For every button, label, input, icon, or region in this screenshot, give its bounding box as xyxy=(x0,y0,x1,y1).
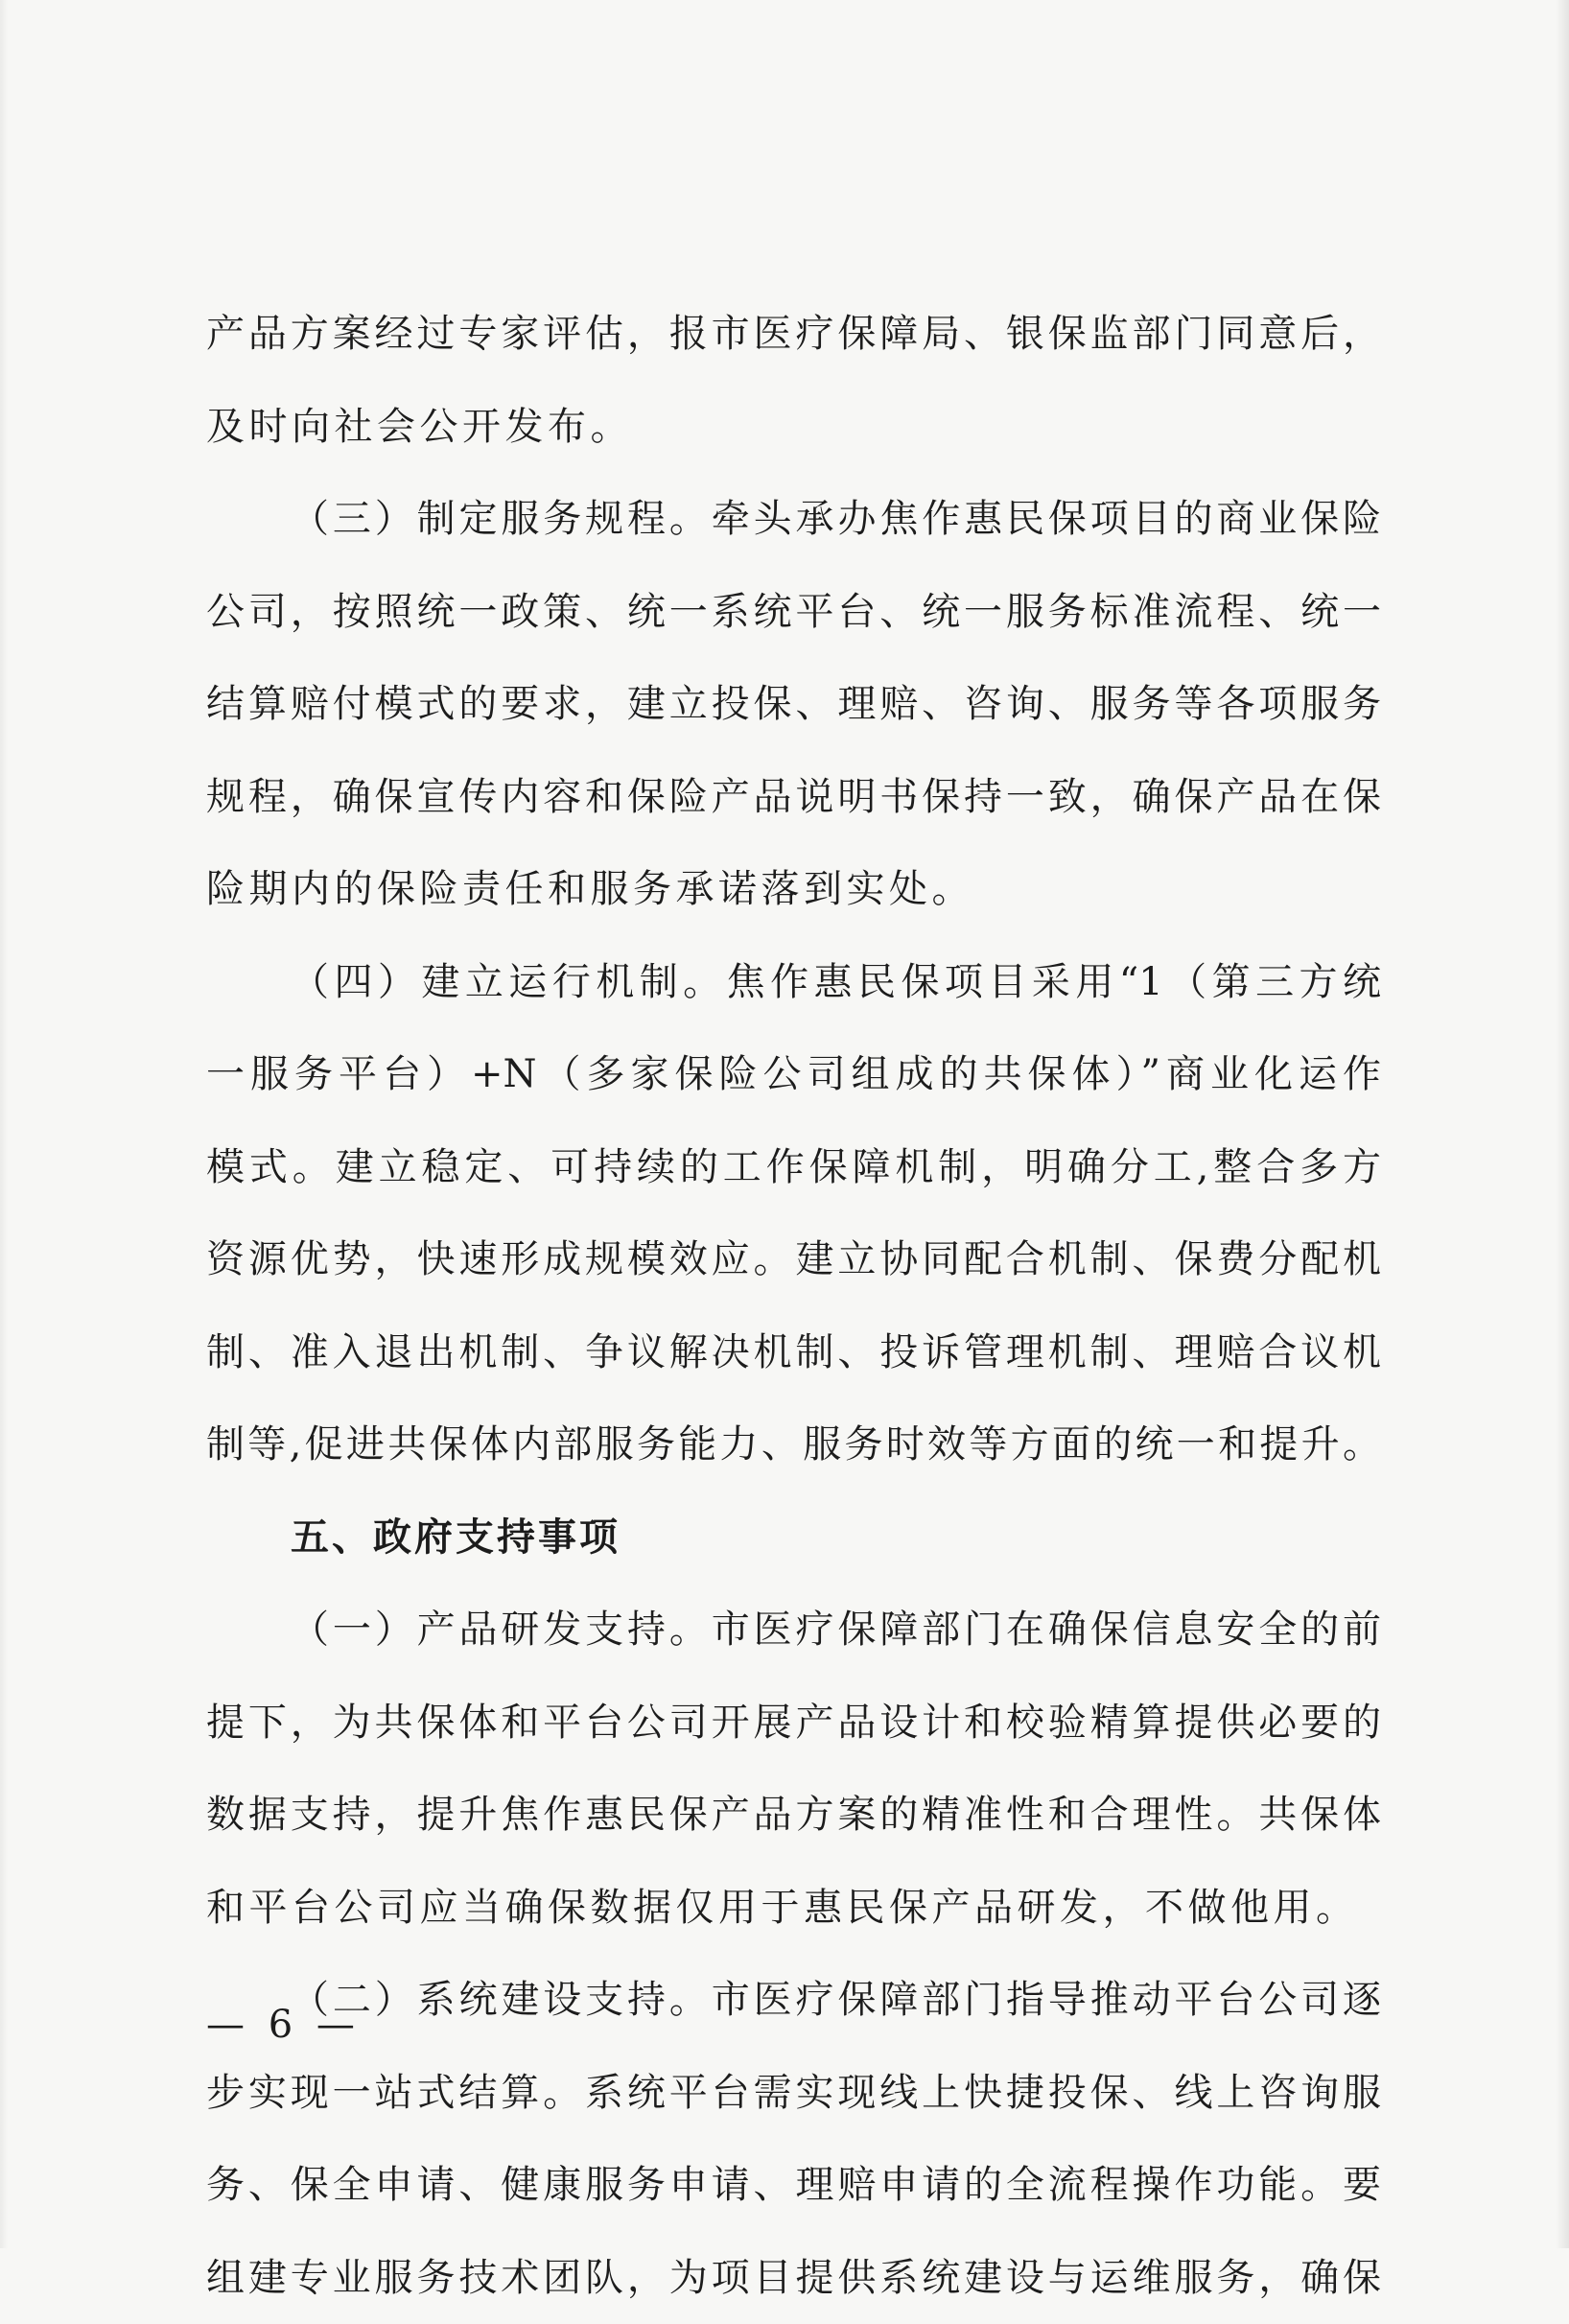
body-line: 和平台公司应当确保数据仅用于惠民保产品研发，不做他用。 xyxy=(206,1862,1381,1955)
body-line: 产品方案经过专家评估，报市医疗保障局、银保监部门同意后， xyxy=(206,288,1381,381)
page-number: — 6 — xyxy=(206,1998,361,2052)
body-line: 数据支持，提升焦作惠民保产品方案的精准性和合理性。共保体 xyxy=(206,1769,1381,1862)
body-line: 制、准入退出机制、争议解决机制、投诉管理机制、理赔合议机 xyxy=(206,1306,1381,1399)
body-line: 模式。建立稳定、可持续的工作保障机制，明确分工,整合多方 xyxy=(206,1121,1381,1214)
section-heading: 五、政府支持事项 xyxy=(206,1491,1381,1585)
body-line: 规程，确保宣传内容和保险产品说明书保持一致，确保产品在保 xyxy=(206,751,1381,844)
body-line: 提下，为共保体和平台公司开展产品设计和校验精算提供必要的 xyxy=(206,1677,1381,1770)
paragraph-start-line: （一）产品研发支持。市医疗保障部门在确保信息安全的前 xyxy=(206,1584,1381,1677)
paragraph-start-line: （三）制定服务规程。牵头承办焦作惠民保项目的商业保险 xyxy=(206,473,1381,566)
document-body xyxy=(206,288,1381,2324)
body-line: 资源优势，快速形成规模效应。建立协同配合机制、保费分配机 xyxy=(206,1213,1381,1306)
body-line: 步实现一站式结算。系统平台需实现线上快捷投保、线上咨询服 xyxy=(206,2047,1381,2140)
body-line: 公司，按照统一政策、统一系统平台、统一服务标准流程、统一 xyxy=(206,566,1381,659)
body-line: 险期内的保险责任和服务承诺落到实处。 xyxy=(206,843,1381,936)
body-line: 组建专业服务技术团队，为项目提供系统建设与运维服务，确保 xyxy=(206,2232,1381,2324)
body-line: 一服务平台）+N（多家保险公司组成的共保体）”商业化运作 xyxy=(206,1028,1381,1121)
body-line: 及时向社会公开发布。 xyxy=(206,381,1381,474)
body-line: 制等,促进共保体内部服务能力、服务时效等方面的统一和提升。 xyxy=(206,1398,1381,1491)
paragraph-start-line: （二）系统建设支持。市医疗保障部门指导推动平台公司逐 xyxy=(206,1954,1381,2047)
body-line: 结算赔付模式的要求，建立投保、理赔、咨询、服务等各项服务 xyxy=(206,658,1381,751)
body-line: 务、保全申请、健康服务申请、理赔申请的全流程操作功能。要 xyxy=(206,2139,1381,2232)
paragraph-start-line: （四）建立运行机制。焦作惠民保项目采用“1（第三方统 xyxy=(206,936,1381,1029)
page-edge-shadow-left xyxy=(0,0,8,2248)
page-edge-shadow-right xyxy=(1556,0,1569,2248)
